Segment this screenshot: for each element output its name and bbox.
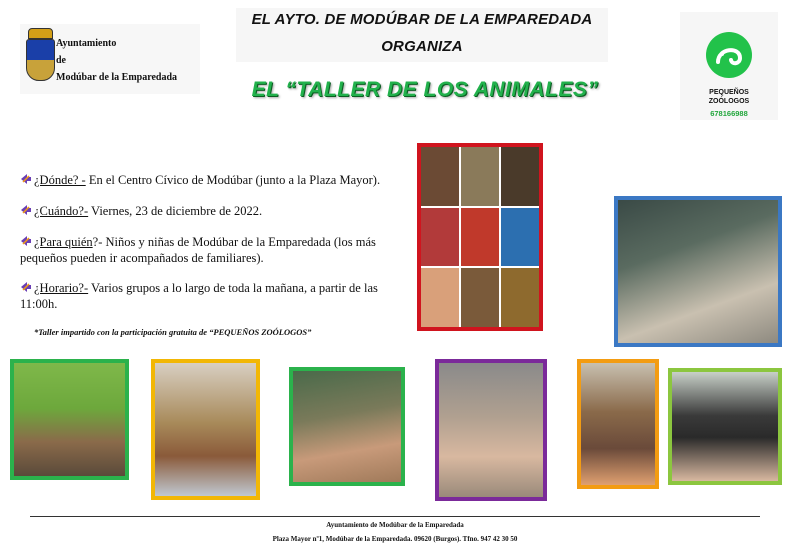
bullet-arrow-icon <box>20 204 32 216</box>
collage-cell <box>461 208 499 267</box>
pequenos-zoologos-logo <box>680 12 778 120</box>
chameleon-logo-icon <box>706 32 752 78</box>
event-title: EL “TALLER DE LOS ANIMALES” <box>251 78 599 101</box>
photo-turtles <box>614 196 782 347</box>
photo-chick <box>668 368 782 485</box>
pz-phone: 678166988 <box>710 109 748 118</box>
collage-cell <box>461 147 499 206</box>
ayto-line1: Ayuntamiento <box>56 38 117 49</box>
photo-collage <box>417 143 543 331</box>
footer-line2: Plaza Mayor nº1, Modúbar de la Emparedada. 09620 (Burgos). Tfno. 947 42 30 50 <box>272 535 518 543</box>
footer-line1: Ayuntamiento de Modúbar de la Emparedada <box>326 521 464 529</box>
photo-degu <box>10 359 129 480</box>
header-line2: ORGANIZA <box>381 38 463 55</box>
info-where <box>20 172 410 188</box>
bullet-arrow-icon <box>20 173 32 185</box>
info-who-label: ¿Para quién <box>34 235 93 249</box>
collage-cell <box>461 268 499 327</box>
info-where-label: ¿Dónde? - <box>34 173 86 187</box>
ayuntamiento-logo <box>20 24 200 94</box>
coat-of-arms-icon <box>26 28 55 81</box>
crown-icon <box>28 28 53 39</box>
bullet-arrow-icon <box>20 235 32 247</box>
ayto-line3: Modúbar de la Emparedada <box>56 72 178 83</box>
footer-divider <box>30 516 760 517</box>
header-line1: EL AYTO. DE MODÚBAR DE LA EMPAREDADA <box>251 11 593 28</box>
pz-name-line1: PEQUEÑOS <box>709 89 749 96</box>
photo-turtles-image <box>618 200 778 343</box>
collage-cell <box>421 147 459 206</box>
ayto-line2: de <box>56 55 66 66</box>
info-who-text: ?- Niños y niñas de Modúbar de la Emparedada (los más pequeños pueden ir acompañados de familiares). <box>20 235 376 265</box>
info-when-text: Viernes, 23 de diciembre de 2022. <box>88 204 263 218</box>
info-schedule-label: ¿Horario?- <box>34 281 89 295</box>
info-where-text: En el Centro Cívico de Modúbar (junto a la Plaza Mayor). <box>85 173 381 187</box>
photo-stick-insect-image <box>439 363 543 497</box>
collage-cell <box>421 268 459 327</box>
photo-degu-image <box>14 363 125 476</box>
photo-pet-shop-image <box>155 363 256 496</box>
photo-rabbit <box>577 359 659 489</box>
collage-cell <box>501 147 539 206</box>
photo-rabbit-image <box>581 363 655 485</box>
collage-cell <box>421 208 459 267</box>
info-schedule-text: Varios grupos a lo largo de toda la mañana, a partir de las 11:00h. <box>20 281 378 311</box>
pz-name-line2: ZOÓLOGOS <box>708 98 750 105</box>
photo-toad <box>289 367 405 486</box>
photo-chick-image <box>672 372 778 481</box>
bullet-arrow-icon <box>20 281 32 293</box>
sponsor-note: *Taller impartido con la participación gratuita de “PEQUEÑOS ZOÓLOGOS” <box>34 327 312 337</box>
info-when <box>20 203 410 219</box>
shield-icon <box>26 39 55 81</box>
info-when-label: ¿Cuándo?- <box>34 204 89 218</box>
collage-cell <box>501 208 539 267</box>
info-schedule <box>20 280 410 312</box>
photo-stick-insect <box>435 359 547 501</box>
photo-toad-image <box>293 371 401 482</box>
collage-cell <box>501 268 539 327</box>
photo-pet-shop <box>151 359 260 500</box>
info-who <box>20 234 410 266</box>
